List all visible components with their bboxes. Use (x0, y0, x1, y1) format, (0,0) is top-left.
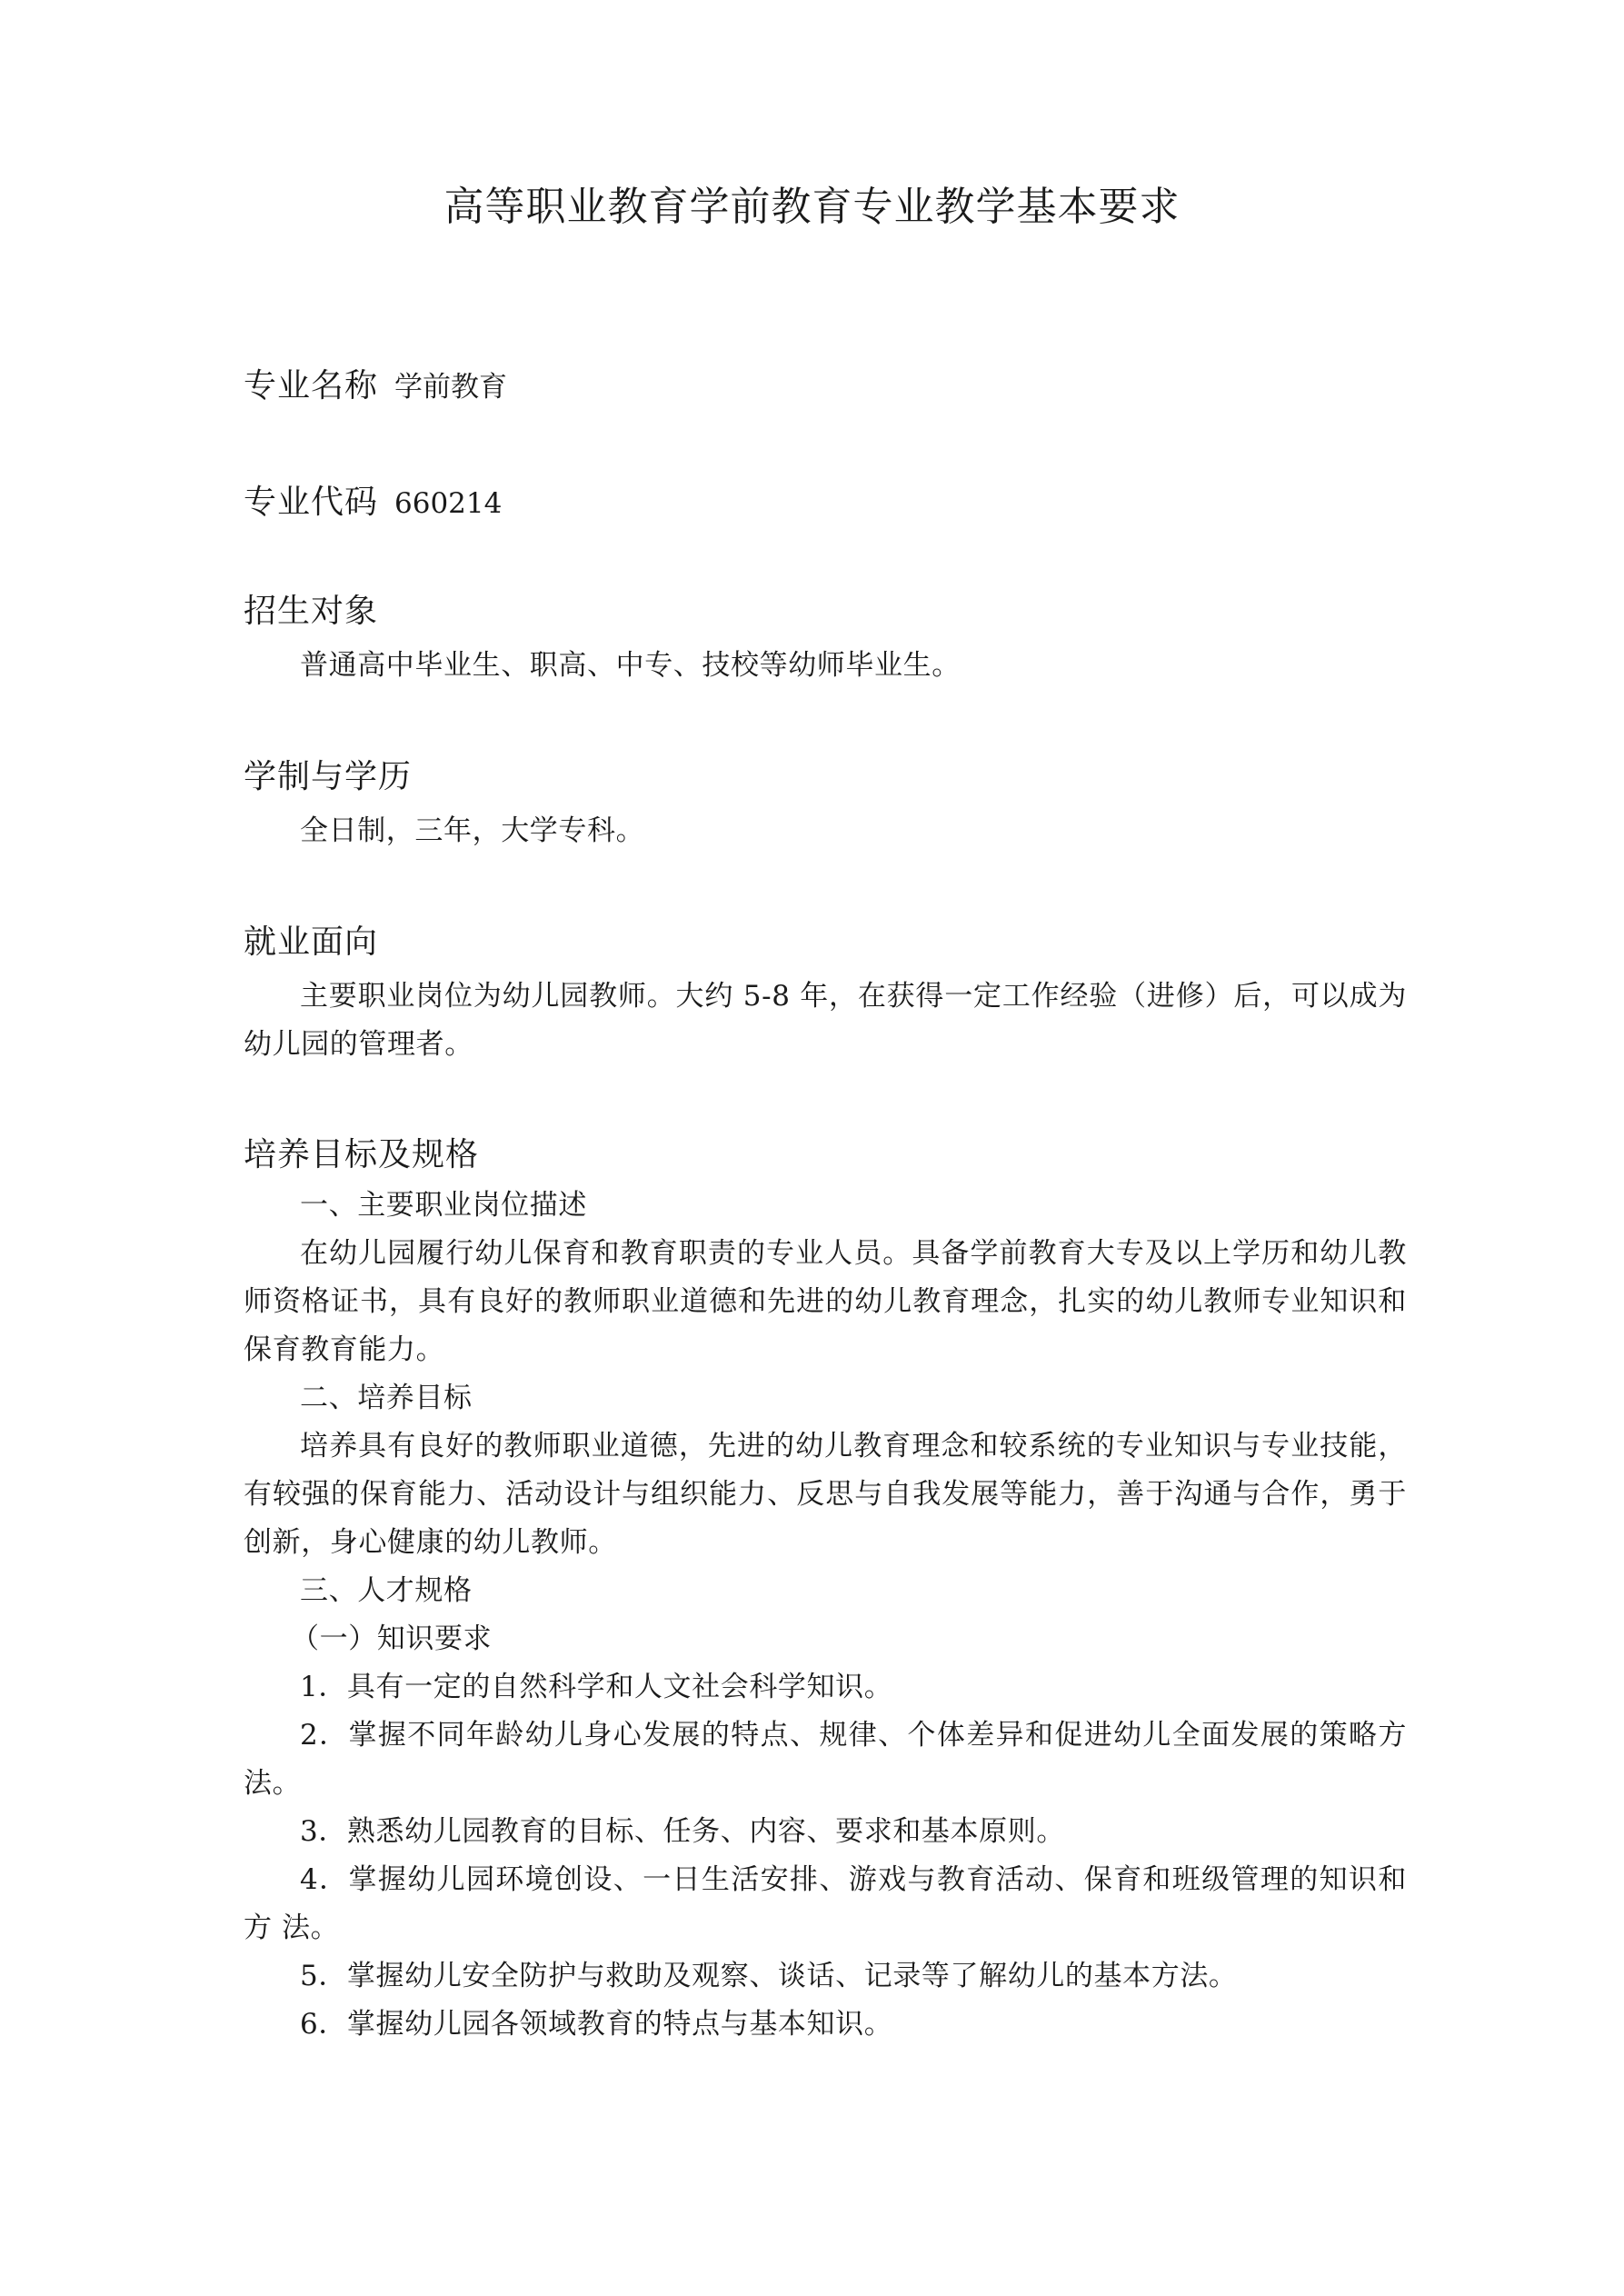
list-item: 6．掌握幼儿园各领域教育的特点与基本知识。 (300, 2008, 893, 2041)
list-item: 1．具有一定的自然科学和人文社会科学知识。 (300, 1671, 893, 1703)
employment-text: 主要职业岗位为幼儿园教师。大约 5-8 年，在获得一定工作经验（进修）后，可以成为幼儿园的管理者。 (244, 980, 1407, 1061)
document-title: 高等职业教育学前教育专业教学基本要求 (443, 184, 1181, 230)
major-name-row (244, 360, 507, 406)
major-code-value: 660214 (394, 487, 503, 520)
goals-heading: 培养目标及规格 (244, 1136, 480, 1173)
list-item: 2．掌握不同年龄幼儿身心发展的特点、规律、个体差异和促进幼儿全面发展的策略方法。 (244, 1719, 1407, 1800)
enrollment-heading: 招生对象 (244, 593, 379, 630)
list-item: 4．掌握幼儿园环境创设、一日生活安排、游戏与教育活动、保育和班级管理的知识和方 法。 (244, 1863, 1407, 1944)
section-job-description-title: 一、主要职业岗位描述 (300, 1189, 587, 1222)
schooling-heading: 学制与学历 (244, 758, 413, 795)
section-training-goal-title: 二、培养目标 (300, 1382, 473, 1414)
section-training-goal-text: 培养具有良好的教师职业道德，先进的幼儿教育理念和较系统的专业知识与专业技能，有较强的保育能力、活动设计与组织能力、反思与自我发展等能力，善于沟通与合作，勇于创新，身心健康的幼儿教师。 (244, 1430, 1407, 1559)
list-item: 3．熟悉幼儿园教育的目标、任务、内容、要求和基本原则。 (300, 1815, 1065, 1848)
subsection-knowledge-title: （一）知识要求 (291, 1622, 493, 1655)
list-item: 5．掌握幼儿安全防护与救助及观察、谈话、记录等了解幼儿的基本方法。 (300, 1960, 1238, 1992)
enrollment-text: 普通高中毕业生、职高、中专、技校等幼师毕业生。 (300, 649, 961, 682)
major-code-row (244, 476, 502, 523)
major-name-label: 专业名称 (244, 367, 379, 404)
section-job-description-text: 在幼儿园履行幼儿保育和教育职责的专业人员。具备学前教育大专及以上学历和幼儿教师资格证书，具有良好的教师职业道德和先进的幼儿教育理念，扎实的幼儿教师专业知识和保育教育能力。 (244, 1237, 1407, 1366)
employment-heading: 就业面向 (244, 923, 379, 961)
schooling-text: 全日制，三年，大学专科。 (300, 814, 645, 847)
section-talent-spec-title: 三、人才规格 (300, 1574, 473, 1607)
major-code-label: 专业代码 (244, 484, 379, 521)
major-name-value: 学前教育 (394, 371, 508, 404)
